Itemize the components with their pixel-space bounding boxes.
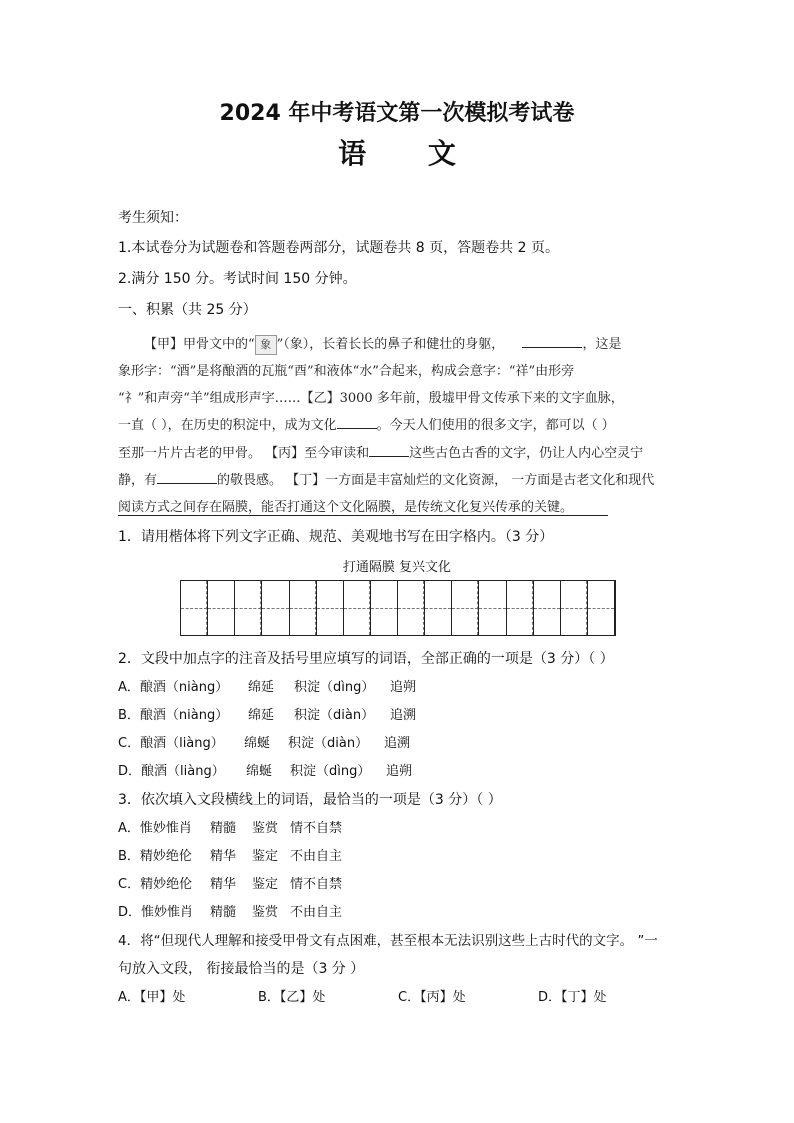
grid-cell[interactable] bbox=[398, 581, 425, 635]
grid-cell[interactable] bbox=[561, 581, 588, 635]
passage-text: 。今天人们使用的很多文字，都可以（ ） bbox=[376, 418, 615, 433]
option-word: 绵蜒 bbox=[244, 736, 271, 751]
question-1: 1．请用楷体将下列文字正确、规范、美观地书写在田字格内。（3 分） bbox=[118, 529, 554, 545]
tianzige-writing-grid[interactable] bbox=[180, 580, 616, 636]
q4-options bbox=[118, 986, 607, 1005]
option-word: B．精妙绝伦 bbox=[118, 849, 192, 864]
passage-line-5 bbox=[118, 442, 678, 461]
grid-cell[interactable] bbox=[479, 581, 506, 635]
question-1-words: 打通隔膜 复兴文化 bbox=[342, 560, 452, 575]
question-4-line-1: 4．将“但现代人理解和接受甲骨文有点困难，甚至根本无法识别这些上古时代的文字。 ”一 bbox=[118, 933, 658, 949]
option-word: 鉴赏 bbox=[252, 821, 279, 836]
passage-line-2: 象形字：“酒”是将酿酒的瓦瓶“酉”和液体“水”合起来，构成会意字：“祥”由形旁 bbox=[118, 364, 575, 379]
fill-blank[interactable] bbox=[157, 471, 217, 484]
option-word: 追溯 bbox=[390, 708, 417, 723]
passage-text: 这些古色古香的文字，仍让人内心空灵宁 bbox=[409, 446, 644, 461]
option-word: 情不自禁 bbox=[290, 821, 343, 836]
grid-cell[interactable] bbox=[290, 581, 317, 635]
option-word: 情不自禁 bbox=[290, 877, 343, 892]
option-word: D．惟妙惟肖 bbox=[118, 905, 194, 920]
question-4-line-2: 句放入文段， 衔接最恰当的是（3 分 ） bbox=[118, 961, 365, 977]
grid-cell[interactable] bbox=[425, 581, 452, 635]
q2-option-d[interactable] bbox=[118, 760, 412, 779]
passage-text: ”（象），长着长长的鼻子和健壮的身躯， bbox=[276, 337, 505, 352]
grid-cell[interactable] bbox=[181, 581, 208, 635]
option-word: 积淀（diàn） bbox=[294, 708, 375, 723]
option-word: 绵延 bbox=[248, 680, 275, 695]
passage-text: 一直（ ），在历史的积淀中，成为文化 bbox=[118, 418, 337, 433]
q4-option-b[interactable]: B．【乙】处 bbox=[258, 990, 326, 1005]
notice-heading: 考生须知： bbox=[118, 210, 188, 226]
q3-option-c[interactable] bbox=[118, 873, 342, 892]
grid-cell[interactable] bbox=[344, 581, 371, 635]
grid-cell[interactable] bbox=[534, 581, 561, 635]
option-word: 积淀（dìng） bbox=[290, 764, 371, 779]
option-word: 不由自主 bbox=[290, 849, 343, 864]
option-word: 追朔 bbox=[390, 680, 417, 695]
passage-line-1 bbox=[118, 333, 678, 355]
q3-option-b[interactable] bbox=[118, 845, 342, 864]
option-word: 精髓 bbox=[210, 821, 237, 836]
option-word: 精华 bbox=[210, 877, 237, 892]
grid-cell[interactable] bbox=[588, 581, 615, 635]
exam-title: 2024 年中考语文第一次模拟考试卷 bbox=[219, 101, 575, 126]
passage-text: 静，有 bbox=[118, 473, 158, 488]
grid-cell[interactable] bbox=[507, 581, 534, 635]
grid-cell[interactable] bbox=[371, 581, 398, 635]
option-word: A．惟妙惟肖 bbox=[118, 821, 192, 836]
option-word: 不由自主 bbox=[290, 905, 343, 920]
q2-option-c[interactable] bbox=[118, 732, 410, 751]
option-word: 积淀（dìng） bbox=[294, 680, 375, 695]
passage-line-3: “礻”和声旁“羊”组成形声字……【乙】3000 多年前，殷墟甲骨文传承下来的文字血脉， bbox=[118, 391, 624, 406]
passage-text: ，这是 bbox=[582, 337, 622, 352]
section-heading: 一、积累（共 25 分） bbox=[118, 302, 257, 318]
option-word: 鉴定 bbox=[252, 849, 279, 864]
grid-cell[interactable] bbox=[208, 581, 235, 635]
option-pinyin: D．酿酒（liàng） bbox=[118, 764, 225, 779]
fill-blank[interactable] bbox=[337, 416, 377, 429]
q4-option-c[interactable]: C．【丙】处 bbox=[398, 990, 466, 1005]
exam-subject: 语 文 bbox=[338, 137, 482, 170]
passage-line-6 bbox=[118, 469, 678, 488]
q4-option-d[interactable]: D．【丁】处 bbox=[538, 990, 607, 1005]
option-word: 精华 bbox=[210, 849, 237, 864]
option-word: 追溯 bbox=[384, 736, 411, 751]
grid-cell[interactable] bbox=[317, 581, 344, 635]
q3-option-a[interactable] bbox=[118, 817, 342, 836]
option-word: 积淀（diàn） bbox=[288, 736, 369, 751]
notice-line-1: 1.本试卷分为试题卷和答题卷两部分，试题卷共 8 页，答题卷共 2 页。 bbox=[118, 240, 559, 256]
grid-cell[interactable] bbox=[262, 581, 289, 635]
passage-text: 的敬畏感。 【丁】一方面是丰富灿烂的文化资源， 一方面是古老文化和现代 bbox=[217, 473, 655, 488]
option-word: 追朔 bbox=[386, 764, 413, 779]
option-word: C．精妙绝伦 bbox=[118, 877, 193, 892]
option-pinyin: B．酿酒（niàng） bbox=[118, 708, 229, 723]
fill-blank[interactable] bbox=[522, 335, 582, 348]
elephant-glyph-icon: 象 bbox=[255, 335, 277, 355]
q4-option-a[interactable]: A．【甲】处 bbox=[118, 990, 186, 1005]
passage-text: 【甲】甲骨文中的“ bbox=[144, 337, 255, 352]
option-word: 鉴赏 bbox=[252, 905, 279, 920]
option-word: 绵蜒 bbox=[246, 764, 273, 779]
fill-blank[interactable] bbox=[369, 444, 409, 457]
option-word: 精髓 bbox=[210, 905, 237, 920]
question-2: 2．文段中加点字的注音及括号里应填写的词语，全部正确的一项是（3 分）（ ） bbox=[118, 651, 614, 667]
option-word: 鉴定 bbox=[252, 877, 279, 892]
passage-line-4 bbox=[118, 414, 678, 433]
passage-text: 至那一片片古老的甲骨。 【丙】至今审读和 bbox=[118, 446, 370, 461]
option-pinyin: A．酿酒（niàng） bbox=[118, 680, 229, 695]
grid-cell[interactable] bbox=[452, 581, 479, 635]
option-word: 绵延 bbox=[248, 708, 275, 723]
q3-option-d[interactable] bbox=[118, 901, 342, 920]
question-3: 3．依次填入文段横线上的词语，最恰当的一项是（3 分）（ ） bbox=[118, 792, 502, 808]
passage-line-7: 阅读方式之间存在隔膜，能否打通这个文化隔膜，是传统文化复兴传承的关键。 bbox=[118, 496, 608, 516]
q2-option-a[interactable] bbox=[118, 676, 416, 695]
grid-cell[interactable] bbox=[235, 581, 262, 635]
option-pinyin: C．酿酒（liàng） bbox=[118, 736, 224, 751]
q2-option-b[interactable] bbox=[118, 704, 416, 723]
notice-line-2: 2.满分 150 分。考试时间 150 分钟。 bbox=[118, 271, 357, 287]
